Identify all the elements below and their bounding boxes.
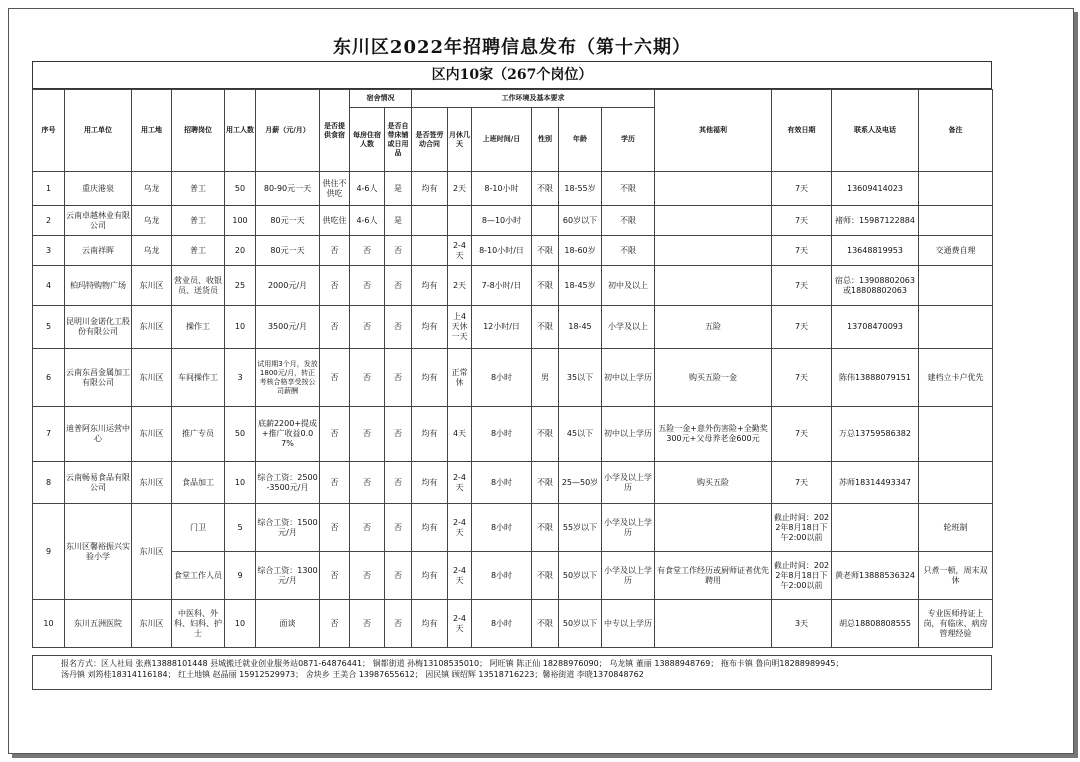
cell-seq: 9 bbox=[33, 504, 65, 600]
cell-meals: 否 bbox=[320, 552, 350, 600]
cell-meals: 否 bbox=[320, 462, 350, 504]
cell-notes bbox=[919, 407, 993, 462]
cell-salary: 3500元/月 bbox=[256, 306, 320, 349]
cell-gender: 不限 bbox=[532, 172, 559, 206]
cell-rest: 2天 bbox=[448, 172, 472, 206]
cell-seq: 4 bbox=[33, 266, 65, 306]
cell-valid: 截止时间：2022年8月18日下午2:00以前 bbox=[772, 504, 832, 552]
header-valid: 有效日期 bbox=[772, 90, 832, 172]
cell-gender: 不限 bbox=[532, 407, 559, 462]
cell-seq: 7 bbox=[33, 407, 65, 462]
cell-salary: 试用期3个月，发放1800元/月，转正考核合格享受按公司薪酬 bbox=[256, 349, 320, 407]
header-count: 用工人数 bbox=[225, 90, 256, 172]
cell-benefits: 购买五险一金 bbox=[655, 349, 772, 407]
cell-hours: 8小时 bbox=[472, 600, 532, 648]
cell-location: 乌龙 bbox=[132, 172, 172, 206]
cell-dorm-supplies: 否 bbox=[385, 407, 412, 462]
cell-valid: 7天 bbox=[772, 266, 832, 306]
cell-dorm-people: 否 bbox=[350, 306, 385, 349]
header-location: 用工地 bbox=[132, 90, 172, 172]
cell-employer: 昆明川金诺化工股份有限公司 bbox=[65, 306, 132, 349]
cell-age: 18-45岁 bbox=[559, 266, 602, 306]
cell-rest bbox=[448, 206, 472, 236]
cell-age: 25—50岁 bbox=[559, 462, 602, 504]
cell-age: 45以下 bbox=[559, 407, 602, 462]
cell-age: 50岁以下 bbox=[559, 552, 602, 600]
cell-seq: 8 bbox=[33, 462, 65, 504]
cell-employer: 云南东昌金属加工有限公司 bbox=[65, 349, 132, 407]
cell-dorm-supplies: 否 bbox=[385, 349, 412, 407]
cell-hours: 7-8小时/日 bbox=[472, 266, 532, 306]
header-dorm-people: 每房住宿人数 bbox=[350, 108, 385, 172]
header-notes: 备注 bbox=[919, 90, 993, 172]
header-rest: 月休几天 bbox=[448, 108, 472, 172]
cell-location: 东川区 bbox=[132, 407, 172, 462]
cell-position: 操作工 bbox=[172, 306, 225, 349]
cell-salary: 综合工资：1300元/月 bbox=[256, 552, 320, 600]
cell-valid: 7天 bbox=[772, 407, 832, 462]
cell-position: 营业员、收银员、送货员 bbox=[172, 266, 225, 306]
cell-age: 50岁以下 bbox=[559, 600, 602, 648]
cell-social bbox=[412, 206, 448, 236]
cell-contact: 13609414023 bbox=[832, 172, 919, 206]
cell-notes bbox=[919, 306, 993, 349]
cell-social: 均有 bbox=[412, 600, 448, 648]
cell-position: 普工 bbox=[172, 206, 225, 236]
cell-salary: 2000元/月 bbox=[256, 266, 320, 306]
cell-benefits bbox=[655, 236, 772, 266]
cell-contact: 13648819953 bbox=[832, 236, 919, 266]
cell-position: 普工 bbox=[172, 172, 225, 206]
cell-contact: 胡总18808808555 bbox=[832, 600, 919, 648]
cell-age: 18-45 bbox=[559, 306, 602, 349]
cell-dorm-supplies: 否 bbox=[385, 552, 412, 600]
cell-hours: 8小时 bbox=[472, 407, 532, 462]
cell-benefits: 五险一金+意外伤害险+全勤奖300元+父母养老金600元 bbox=[655, 407, 772, 462]
cell-social: 均有 bbox=[412, 266, 448, 306]
cell-dorm-people: 否 bbox=[350, 266, 385, 306]
cell-age: 18-60岁 bbox=[559, 236, 602, 266]
cell-notes bbox=[919, 206, 993, 236]
cell-gender bbox=[532, 206, 559, 236]
cell-location: 东川区 bbox=[132, 462, 172, 504]
cell-meals: 否 bbox=[320, 266, 350, 306]
cell-hours: 8小时 bbox=[472, 349, 532, 407]
cell-location: 乌龙 bbox=[132, 236, 172, 266]
cell-dorm-people: 否 bbox=[350, 462, 385, 504]
cell-employer: 重庆港泉 bbox=[65, 172, 132, 206]
cell-meals: 否 bbox=[320, 349, 350, 407]
cell-hours: 12小时/日 bbox=[472, 306, 532, 349]
cell-dorm-people: 否 bbox=[350, 236, 385, 266]
cell-age: 60岁以下 bbox=[559, 206, 602, 236]
cell-social: 均有 bbox=[412, 172, 448, 206]
cell-dorm-supplies: 否 bbox=[385, 504, 412, 552]
cell-notes: 交通费自理 bbox=[919, 236, 993, 266]
header-social: 是否签劳动合同 bbox=[412, 108, 448, 172]
cell-dorm-people: 否 bbox=[350, 349, 385, 407]
cell-count: 3 bbox=[225, 349, 256, 407]
cell-location: 乌龙 bbox=[132, 206, 172, 236]
cell-hours: 8小时 bbox=[472, 462, 532, 504]
cell-age: 55岁以下 bbox=[559, 504, 602, 552]
cell-hours: 8小时 bbox=[472, 552, 532, 600]
cell-social: 均有 bbox=[412, 407, 448, 462]
cell-hours: 8小时 bbox=[472, 504, 532, 552]
cell-benefits: 五险 bbox=[655, 306, 772, 349]
cell-gender: 不限 bbox=[532, 462, 559, 504]
cell-seq: 2 bbox=[33, 206, 65, 236]
cell-education: 初中及以上 bbox=[602, 266, 655, 306]
cell-salary: 80元一天 bbox=[256, 236, 320, 266]
header-seq: 序号 bbox=[33, 90, 65, 172]
table-row bbox=[33, 206, 993, 236]
cell-meals: 否 bbox=[320, 407, 350, 462]
cell-dorm-supplies: 是 bbox=[385, 206, 412, 236]
cell-notes bbox=[919, 266, 993, 306]
cell-valid: 7天 bbox=[772, 306, 832, 349]
cell-dorm-supplies: 否 bbox=[385, 306, 412, 349]
cell-dorm-supplies: 否 bbox=[385, 600, 412, 648]
cell-notes: 专业医师持证上岗，有临床、病房管理经验 bbox=[919, 600, 993, 648]
cell-hours: 8-10小时 bbox=[472, 172, 532, 206]
cell-gender: 不限 bbox=[532, 600, 559, 648]
cell-position: 普工 bbox=[172, 236, 225, 266]
cell-dorm-people: 4-6人 bbox=[350, 172, 385, 206]
cell-rest: 2天 bbox=[448, 266, 472, 306]
cell-dorm-supplies: 否 bbox=[385, 266, 412, 306]
cell-social: 均有 bbox=[412, 504, 448, 552]
cell-count: 50 bbox=[225, 172, 256, 206]
cell-position: 推广专员 bbox=[172, 407, 225, 462]
cell-dorm-people: 否 bbox=[350, 504, 385, 552]
cell-valid: 3天 bbox=[772, 600, 832, 648]
cell-rest: 2-4天 bbox=[448, 600, 472, 648]
page-shadow-bottom bbox=[12, 754, 1078, 758]
header-benefits: 其他福利 bbox=[655, 90, 772, 172]
cell-salary: 80元一天 bbox=[256, 206, 320, 236]
cell-age: 18-55岁 bbox=[559, 172, 602, 206]
cell-meals: 否 bbox=[320, 504, 350, 552]
cell-contact: 黄老师13888536324 bbox=[832, 552, 919, 600]
footer-line-1: 报名方式：区人社局 张燕13888101448 县城搬迁就业创业服务站0871-64876441； 铜都街道 孙梅13108535010； 阿旺镇 陈正仙 18288976090； 乌龙镇 董丽 13888948769； 拖布卡镇 鲁向明18288989945； bbox=[61, 659, 844, 668]
recruitment-table bbox=[32, 89, 993, 648]
header-employer: 用工单位 bbox=[65, 90, 132, 172]
cell-salary: 80-90元一天 bbox=[256, 172, 320, 206]
page-shadow-right bbox=[1074, 12, 1078, 758]
table-row bbox=[33, 552, 993, 600]
cell-contact: 陈伟13888079151 bbox=[832, 349, 919, 407]
cell-rest: 2-4天 bbox=[448, 462, 472, 504]
cell-valid: 7天 bbox=[772, 206, 832, 236]
cell-employer: 柏玛特购物广场 bbox=[65, 266, 132, 306]
cell-rest: 上4天休一天 bbox=[448, 306, 472, 349]
cell-salary: 底薪2200+提成+推广收益0.07% bbox=[256, 407, 320, 462]
cell-gender: 不限 bbox=[532, 266, 559, 306]
cell-benefits bbox=[655, 266, 772, 306]
cell-dorm-supplies: 否 bbox=[385, 236, 412, 266]
header-dorm-group: 宿舍情况 bbox=[350, 90, 412, 108]
cell-position: 食品加工 bbox=[172, 462, 225, 504]
cell-education: 初中以上学历 bbox=[602, 407, 655, 462]
cell-hours: 8—10小时 bbox=[472, 206, 532, 236]
cell-rest: 正常休 bbox=[448, 349, 472, 407]
cell-position: 中医科、外科、妇科、护士 bbox=[172, 600, 225, 648]
cell-count: 20 bbox=[225, 236, 256, 266]
cell-education: 不限 bbox=[602, 236, 655, 266]
cell-dorm-supplies: 是 bbox=[385, 172, 412, 206]
cell-dorm-people: 否 bbox=[350, 552, 385, 600]
cell-seq: 6 bbox=[33, 349, 65, 407]
cell-meals: 否 bbox=[320, 306, 350, 349]
cell-position: 门卫 bbox=[172, 504, 225, 552]
cell-employer: 东川区馨裕振兴实验小学 bbox=[65, 504, 132, 600]
cell-benefits: 有食堂工作经历或厨师证者优先聘用 bbox=[655, 552, 772, 600]
cell-social: 均有 bbox=[412, 349, 448, 407]
cell-benefits bbox=[655, 172, 772, 206]
cell-gender: 不限 bbox=[532, 306, 559, 349]
cell-dorm-people: 否 bbox=[350, 407, 385, 462]
registration-footer bbox=[32, 655, 992, 690]
cell-education: 小学及以上 bbox=[602, 306, 655, 349]
cell-social: 均有 bbox=[412, 552, 448, 600]
table-row bbox=[33, 306, 993, 349]
cell-valid: 7天 bbox=[772, 462, 832, 504]
header-contact: 联系人及电话 bbox=[832, 90, 919, 172]
cell-benefits bbox=[655, 206, 772, 236]
cell-gender: 不限 bbox=[532, 552, 559, 600]
header-dorm-supplies: 是否自带床铺或日用品 bbox=[385, 108, 412, 172]
cell-location: 东川区 bbox=[132, 306, 172, 349]
cell-valid: 7天 bbox=[772, 349, 832, 407]
header-age: 年龄 bbox=[559, 108, 602, 172]
cell-contact: 宿总：13908802063或18808802063 bbox=[832, 266, 919, 306]
cell-salary: 综合工资：2500-3500元/月 bbox=[256, 462, 320, 504]
table-row bbox=[33, 600, 993, 648]
cell-employer: 迪普阿东川运营中心 bbox=[65, 407, 132, 462]
cell-location: 东川区 bbox=[132, 349, 172, 407]
cell-seq: 5 bbox=[33, 306, 65, 349]
cell-position: 食堂工作人员 bbox=[172, 552, 225, 600]
table-row bbox=[33, 349, 993, 407]
cell-gender: 不限 bbox=[532, 504, 559, 552]
cell-education: 中专以上学历 bbox=[602, 600, 655, 648]
cell-salary: 综合工资：1500元/月 bbox=[256, 504, 320, 552]
cell-rest: 2-4天 bbox=[448, 236, 472, 266]
cell-count: 9 bbox=[225, 552, 256, 600]
cell-employer: 云南祥晖 bbox=[65, 236, 132, 266]
cell-social bbox=[412, 236, 448, 266]
header-education: 学历 bbox=[602, 108, 655, 172]
cell-seq: 1 bbox=[33, 172, 65, 206]
cell-benefits bbox=[655, 504, 772, 552]
cell-rest: 2-4天 bbox=[448, 504, 472, 552]
cell-notes bbox=[919, 462, 993, 504]
cell-notes: 只煮一顿，周末双休 bbox=[919, 552, 993, 600]
cell-gender: 男 bbox=[532, 349, 559, 407]
cell-contact: 13708470093 bbox=[832, 306, 919, 349]
cell-education: 初中以上学历 bbox=[602, 349, 655, 407]
table-row bbox=[33, 172, 993, 206]
cell-count: 25 bbox=[225, 266, 256, 306]
cell-employer: 云南畅易食品有限公司 bbox=[65, 462, 132, 504]
cell-dorm-supplies: 否 bbox=[385, 462, 412, 504]
cell-education: 小学及以上学历 bbox=[602, 462, 655, 504]
cell-position: 车间操作工 bbox=[172, 349, 225, 407]
header-salary: 月薪（元/月） bbox=[256, 90, 320, 172]
table-row bbox=[33, 407, 993, 462]
table-row bbox=[33, 236, 993, 266]
cell-social: 均有 bbox=[412, 462, 448, 504]
cell-notes bbox=[919, 172, 993, 206]
cell-dorm-people: 否 bbox=[350, 600, 385, 648]
cell-benefits: 购买五险 bbox=[655, 462, 772, 504]
cell-location: 东川区 bbox=[132, 266, 172, 306]
cell-location: 东川区 bbox=[132, 504, 172, 600]
cell-rest: 2-4天 bbox=[448, 552, 472, 600]
cell-valid: 截止时间：2022年8月18日下午2:00以前 bbox=[772, 552, 832, 600]
cell-meals: 供住不供吃 bbox=[320, 172, 350, 206]
cell-education: 小学及以上学历 bbox=[602, 504, 655, 552]
cell-count: 50 bbox=[225, 407, 256, 462]
cell-education: 小学及以上学历 bbox=[602, 552, 655, 600]
header-meals: 是否提供食宿 bbox=[320, 90, 350, 172]
cell-seq: 10 bbox=[33, 600, 65, 648]
cell-education: 不限 bbox=[602, 206, 655, 236]
cell-count: 10 bbox=[225, 306, 256, 349]
cell-hours: 8-10小时/日 bbox=[472, 236, 532, 266]
cell-education: 不限 bbox=[602, 172, 655, 206]
cell-benefits bbox=[655, 600, 772, 648]
cell-contact: 万总13759586382 bbox=[832, 407, 919, 462]
cell-meals: 否 bbox=[320, 600, 350, 648]
cell-count: 5 bbox=[225, 504, 256, 552]
cell-meals: 否 bbox=[320, 236, 350, 266]
cell-age: 35以下 bbox=[559, 349, 602, 407]
cell-employer: 东川五洲医院 bbox=[65, 600, 132, 648]
header-hours: 上班时间/日 bbox=[472, 108, 532, 172]
cell-contact bbox=[832, 504, 919, 552]
cell-employer: 云南卓越林业有限公司 bbox=[65, 206, 132, 236]
header-gender: 性别 bbox=[532, 108, 559, 172]
cell-contact: 苏师18314493347 bbox=[832, 462, 919, 504]
table-row bbox=[33, 504, 993, 552]
table-row bbox=[33, 266, 993, 306]
table-row bbox=[33, 462, 993, 504]
cell-notes: 建档立卡户优先 bbox=[919, 349, 993, 407]
cell-count: 10 bbox=[225, 462, 256, 504]
cell-meals: 供吃住 bbox=[320, 206, 350, 236]
cell-valid: 7天 bbox=[772, 172, 832, 206]
cell-salary: 面谈 bbox=[256, 600, 320, 648]
cell-rest: 4天 bbox=[448, 407, 472, 462]
cell-contact: 褚师：15987122884 bbox=[832, 206, 919, 236]
cell-count: 100 bbox=[225, 206, 256, 236]
footer-line-2: 汤丹镇 刘筠桂18314116184； 红土地镇 赵晶丽 15912529973； 舍块乡 王美合 13987655612； 因民镇 顾绍辉 13518716223；馨裕街道 李晓1370848762 bbox=[61, 670, 644, 679]
document-title: 东川区2022年招聘信息发布（第十六期） bbox=[332, 37, 692, 58]
cell-dorm-people: 4-6人 bbox=[350, 206, 385, 236]
header-env-group: 工作环境及基本要求 bbox=[412, 90, 655, 108]
document-subtitle: 区内10家（267个岗位） bbox=[32, 61, 992, 89]
cell-notes: 轮班制 bbox=[919, 504, 993, 552]
cell-gender: 不限 bbox=[532, 236, 559, 266]
cell-valid: 7天 bbox=[772, 236, 832, 266]
cell-count: 10 bbox=[225, 600, 256, 648]
cell-social: 均有 bbox=[412, 306, 448, 349]
cell-seq: 3 bbox=[33, 236, 65, 266]
header-position: 招聘岗位 bbox=[172, 90, 225, 172]
cell-location: 东川区 bbox=[132, 600, 172, 648]
